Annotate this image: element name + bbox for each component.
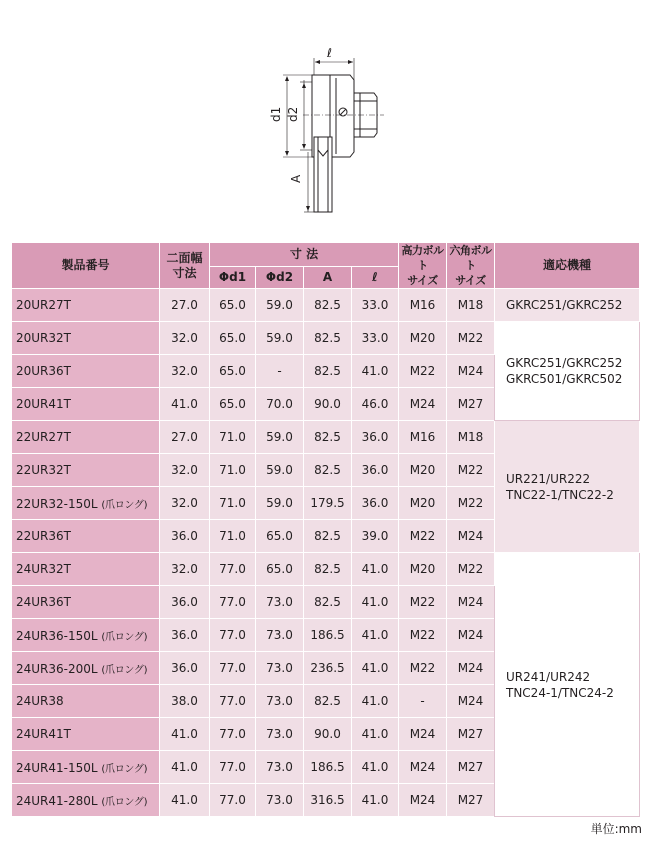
value-cell-hb: M24 — [399, 751, 447, 784]
value-cell-a: 236.5 — [304, 652, 352, 685]
value-cell-a: 90.0 — [304, 718, 352, 751]
value-cell-hx: M24 — [447, 652, 495, 685]
value-cell-hx: M24 — [447, 355, 495, 388]
product-number: 22UR32-150L — [16, 496, 98, 511]
value-cell-d1: 65.0 — [210, 322, 256, 355]
value-cell-hx: M22 — [447, 553, 495, 586]
dim-label-l: ℓ — [327, 46, 332, 60]
product-suffix: (爪ロング) — [101, 796, 148, 808]
product-number: 24UR36T — [16, 595, 71, 609]
product-number-cell — [12, 553, 160, 586]
value-cell-hb: M22 — [399, 355, 447, 388]
value-cell-hx: M27 — [447, 784, 495, 817]
product-number: 24UR36-150L — [16, 628, 98, 643]
table-row — [12, 289, 640, 322]
header-dims: 寸 法 — [210, 243, 399, 267]
value-cell-w: 36.0 — [160, 652, 210, 685]
product-number-cell — [12, 289, 160, 322]
table-row — [12, 421, 640, 454]
value-cell-l: 41.0 — [352, 586, 399, 619]
value-cell-hx: M24 — [447, 685, 495, 718]
value-cell-w: 32.0 — [160, 454, 210, 487]
value-cell-d1: 65.0 — [210, 388, 256, 421]
compatible-models-cell — [495, 322, 640, 421]
value-cell-d2: 59.0 — [256, 421, 304, 454]
header-hexbolt: 六角ボルト サイズ — [447, 243, 495, 289]
value-cell-d1: 77.0 — [210, 652, 256, 685]
value-cell-d1: 71.0 — [210, 520, 256, 553]
value-cell-d1: 77.0 — [210, 718, 256, 751]
unit-label: 単位:mm — [590, 822, 642, 836]
value-cell-d2: - — [256, 355, 304, 388]
product-number: 24UR38 — [16, 694, 64, 708]
value-cell-hb: M22 — [399, 586, 447, 619]
product-number-cell — [12, 322, 160, 355]
claw-outline — [314, 137, 332, 212]
product-number-cell — [12, 487, 160, 520]
value-cell-hb: M20 — [399, 322, 447, 355]
header-width: 二面幅 寸法 — [160, 243, 210, 289]
header-l: ℓ — [352, 266, 399, 288]
product-number: 24UR41-280L — [16, 793, 98, 808]
value-cell-d1: 77.0 — [210, 784, 256, 817]
value-cell-l: 41.0 — [352, 652, 399, 685]
value-cell-d1: 65.0 — [210, 289, 256, 322]
product-number: 20UR36T — [16, 364, 71, 378]
value-cell-a: 186.5 — [304, 751, 352, 784]
value-cell-hb: M16 — [399, 421, 447, 454]
product-number: 20UR41T — [16, 397, 71, 411]
compatible-model: GKRC251/GKRC252 — [506, 356, 623, 370]
value-cell-d2: 59.0 — [256, 454, 304, 487]
value-cell-l: 33.0 — [352, 289, 399, 322]
header-d2: Φd2 — [256, 266, 304, 288]
value-cell-d2: 73.0 — [256, 586, 304, 619]
value-cell-d2: 73.0 — [256, 685, 304, 718]
product-number-cell — [12, 355, 160, 388]
value-cell-a: 179.5 — [304, 487, 352, 520]
spec-table-body — [12, 289, 640, 817]
value-cell-d2: 73.0 — [256, 652, 304, 685]
value-cell-w: 27.0 — [160, 421, 210, 454]
dim-label-a: A — [289, 174, 303, 183]
compatible-model: GKRC501/GKRC502 — [506, 372, 623, 386]
value-cell-a: 82.5 — [304, 553, 352, 586]
product-number: 20UR32T — [16, 331, 71, 345]
table-row — [12, 553, 640, 586]
value-cell-hb: M24 — [399, 388, 447, 421]
value-cell-d2: 73.0 — [256, 619, 304, 652]
value-cell-w: 27.0 — [160, 289, 210, 322]
product-number: 22UR36T — [16, 529, 71, 543]
value-cell-hx: M27 — [447, 718, 495, 751]
technical-drawing — [0, 0, 650, 240]
value-cell-hx: M24 — [447, 520, 495, 553]
value-cell-w: 32.0 — [160, 553, 210, 586]
value-cell-l: 41.0 — [352, 784, 399, 817]
product-number: 24UR36-200L — [16, 661, 98, 676]
product-number: 24UR41-150L — [16, 760, 98, 775]
value-cell-d2: 73.0 — [256, 784, 304, 817]
value-cell-d1: 77.0 — [210, 751, 256, 784]
value-cell-hx: M24 — [447, 619, 495, 652]
value-cell-l: 36.0 — [352, 421, 399, 454]
header-models: 適応機種 — [495, 243, 640, 289]
header-d1: Φd1 — [210, 266, 256, 288]
header-hibolt: 高力ボルト サイズ — [399, 243, 447, 289]
value-cell-hb: M22 — [399, 520, 447, 553]
value-cell-a: 82.5 — [304, 322, 352, 355]
value-cell-d2: 59.0 — [256, 322, 304, 355]
value-cell-hb: M20 — [399, 553, 447, 586]
value-cell-hb: M24 — [399, 784, 447, 817]
value-cell-hx: M27 — [447, 751, 495, 784]
product-number: 20UR27T — [16, 298, 71, 312]
value-cell-a: 82.5 — [304, 586, 352, 619]
compatible-model: UR241/UR242 — [506, 669, 591, 684]
product-number-cell — [12, 751, 160, 784]
product-number: 22UR27T — [16, 430, 71, 444]
value-cell-a: 316.5 — [304, 784, 352, 817]
value-cell-hx: M18 — [447, 421, 495, 454]
compatible-model: GKRC251/GKRC252 — [506, 298, 623, 312]
value-cell-d1: 71.0 — [210, 421, 256, 454]
value-cell-w: 32.0 — [160, 322, 210, 355]
product-number-cell — [12, 454, 160, 487]
value-cell-w: 36.0 — [160, 619, 210, 652]
value-cell-l: 41.0 — [352, 553, 399, 586]
value-cell-hb: M24 — [399, 718, 447, 751]
value-cell-d2: 70.0 — [256, 388, 304, 421]
value-cell-w: 38.0 — [160, 685, 210, 718]
value-cell-d2: 73.0 — [256, 751, 304, 784]
product-number-cell — [12, 652, 160, 685]
value-cell-hx: M18 — [447, 289, 495, 322]
value-cell-hx: M27 — [447, 388, 495, 421]
product-suffix: (爪ロング) — [101, 763, 148, 775]
value-cell-hb: - — [399, 685, 447, 718]
value-cell-d1: 77.0 — [210, 685, 256, 718]
dim-label-d1: d1 — [269, 106, 283, 122]
value-cell-d2: 65.0 — [256, 553, 304, 586]
value-cell-w: 36.0 — [160, 586, 210, 619]
value-cell-l: 36.0 — [352, 454, 399, 487]
compatible-models-cell — [495, 421, 640, 553]
value-cell-a: 82.5 — [304, 520, 352, 553]
value-cell-w: 32.0 — [160, 487, 210, 520]
product-number-cell — [12, 619, 160, 652]
product-number: 22UR32T — [16, 463, 71, 477]
value-cell-hx: M24 — [447, 586, 495, 619]
product-number-cell — [12, 685, 160, 718]
value-cell-hb: M22 — [399, 619, 447, 652]
compatible-model: TNC24-1/TNC24-2 — [506, 685, 614, 700]
value-cell-l: 41.0 — [352, 751, 399, 784]
value-cell-w: 41.0 — [160, 388, 210, 421]
value-cell-a: 90.0 — [304, 388, 352, 421]
value-cell-d1: 77.0 — [210, 586, 256, 619]
header-a: A — [304, 266, 352, 288]
header-product: 製品番号 — [12, 243, 160, 289]
value-cell-d1: 65.0 — [210, 355, 256, 388]
value-cell-a: 82.5 — [304, 454, 352, 487]
compatible-model: TNC22-1/TNC22-2 — [506, 487, 614, 502]
value-cell-a: 186.5 — [304, 619, 352, 652]
value-cell-d2: 59.0 — [256, 289, 304, 322]
value-cell-w: 41.0 — [160, 784, 210, 817]
value-cell-a: 82.5 — [304, 421, 352, 454]
product-number-cell — [12, 421, 160, 454]
value-cell-d1: 77.0 — [210, 619, 256, 652]
value-cell-hb: M20 — [399, 487, 447, 520]
product-number-cell — [12, 586, 160, 619]
value-cell-w: 41.0 — [160, 718, 210, 751]
value-cell-d1: 71.0 — [210, 487, 256, 520]
value-cell-l: 41.0 — [352, 619, 399, 652]
value-cell-w: 36.0 — [160, 520, 210, 553]
value-cell-hb: M22 — [399, 652, 447, 685]
compatible-model: UR221/UR222 — [506, 471, 591, 486]
product-suffix: (爪ロング) — [101, 631, 148, 643]
value-cell-l: 36.0 — [352, 487, 399, 520]
spec-table — [11, 242, 640, 817]
value-cell-hx: M22 — [447, 487, 495, 520]
value-cell-hx: M22 — [447, 454, 495, 487]
value-cell-l: 41.0 — [352, 685, 399, 718]
value-cell-w: 41.0 — [160, 751, 210, 784]
product-number: 24UR41T — [16, 727, 71, 741]
value-cell-hb: M20 — [399, 454, 447, 487]
value-cell-a: 82.5 — [304, 355, 352, 388]
value-cell-d1: 71.0 — [210, 454, 256, 487]
product-suffix: (爪ロング) — [101, 499, 148, 511]
value-cell-d1: 77.0 — [210, 553, 256, 586]
value-cell-d2: 73.0 — [256, 718, 304, 751]
value-cell-l: 41.0 — [352, 355, 399, 388]
dim-label-d2: d2 — [286, 106, 300, 122]
value-cell-l: 33.0 — [352, 322, 399, 355]
value-cell-a: 82.5 — [304, 289, 352, 322]
product-number-cell — [12, 784, 160, 817]
compatible-models-cell — [495, 553, 640, 817]
product-number-cell — [12, 520, 160, 553]
value-cell-d2: 59.0 — [256, 487, 304, 520]
value-cell-l: 39.0 — [352, 520, 399, 553]
product-number: 24UR32T — [16, 562, 71, 576]
value-cell-hx: M22 — [447, 322, 495, 355]
value-cell-hb: M16 — [399, 289, 447, 322]
product-number-cell — [12, 718, 160, 751]
value-cell-l: 41.0 — [352, 718, 399, 751]
value-cell-l: 46.0 — [352, 388, 399, 421]
product-suffix: (爪ロング) — [101, 664, 148, 676]
value-cell-a: 82.5 — [304, 685, 352, 718]
compatible-models-cell — [495, 289, 640, 322]
product-number-cell — [12, 388, 160, 421]
value-cell-w: 32.0 — [160, 355, 210, 388]
value-cell-d2: 65.0 — [256, 520, 304, 553]
table-row — [12, 322, 640, 355]
